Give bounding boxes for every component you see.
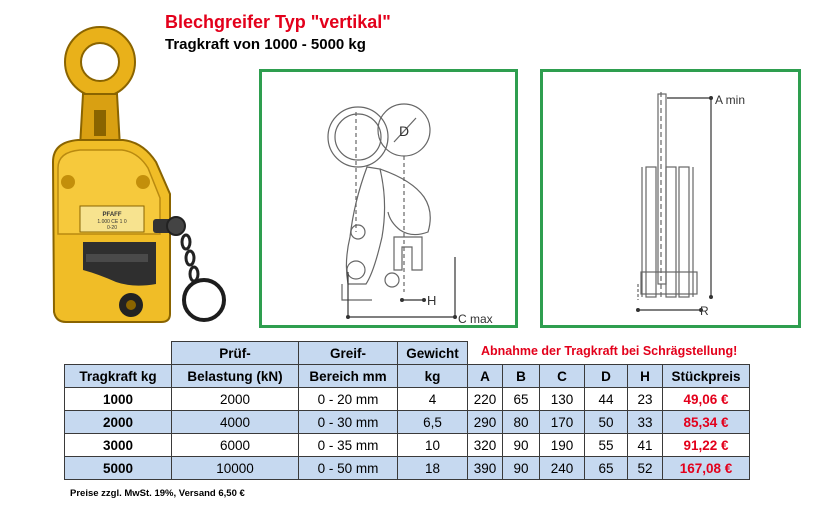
header-blank [65, 342, 172, 365]
header-c: C [540, 365, 585, 388]
table-row [65, 388, 750, 411]
cell-b: 90 [503, 457, 540, 480]
dim-dot-a-top [709, 96, 713, 100]
cell-gewicht: 6,5 [398, 411, 468, 434]
cell-a: 390 [468, 457, 503, 480]
cell-preis: 167,08 € [663, 457, 750, 480]
cell-c: 190 [540, 434, 585, 457]
cell-d: 55 [585, 434, 628, 457]
cell-greif: 0 - 50 mm [299, 457, 398, 480]
cell-a: 320 [468, 434, 503, 457]
cell-h: 52 [628, 457, 663, 480]
header-a: A [468, 365, 503, 388]
table-row [65, 457, 750, 480]
cell-greif: 0 - 30 mm [299, 411, 398, 434]
front-view-drawing-panel [259, 69, 518, 328]
cell-tragkraft: 1000 [65, 388, 172, 411]
dim-label-c-max: C max [458, 312, 493, 325]
cell-preis: 49,06 € [663, 388, 750, 411]
header-pruef-line2: Belastung (kN) [172, 365, 299, 388]
cell-tragkraft: 2000 [65, 411, 172, 434]
dim-dot-a-bottom [709, 295, 713, 299]
cell-b: 80 [503, 411, 540, 434]
header-stueckpreis: Stückpreis [663, 365, 750, 388]
cell-gewicht: 10 [398, 434, 468, 457]
cell-tragkraft: 3000 [65, 434, 172, 457]
cell-gewicht: 18 [398, 457, 468, 480]
header-d: D [585, 365, 628, 388]
header-blank-right [468, 342, 750, 365]
table-header-row-1 [65, 342, 750, 365]
product-photo [28, 22, 228, 332]
dim-dot-c-right [453, 315, 457, 319]
header-greif-line2: Bereich mm [299, 365, 398, 388]
cell-b: 90 [503, 434, 540, 457]
cell-tragkraft: 5000 [65, 457, 172, 480]
cell-d: 65 [585, 457, 628, 480]
dim-dot-h-left [400, 298, 404, 302]
header-h: H [628, 365, 663, 388]
photo-label-line1: 1.000 CE 1 0 [97, 219, 127, 225]
dim-label-h: H [427, 293, 437, 308]
cell-pruef: 2000 [172, 388, 299, 411]
header-greif-line1: Greif- [299, 342, 398, 365]
product-subtitle: Tragkraft von 1000 - 5000 kg [165, 36, 366, 53]
dim-dot-c-left [346, 315, 350, 319]
cell-a: 290 [468, 411, 503, 434]
dim-label-r: R [700, 304, 709, 318]
photo-label-line2: 0-20 [106, 225, 118, 231]
price-footnote: Preise zzgl. MwSt. 19%, Versand 6,50 € [70, 488, 245, 499]
side-view-drawing-panel [540, 69, 801, 328]
header-gewicht-line2: kg [398, 365, 468, 388]
cell-preis: 91,22 € [663, 434, 750, 457]
side-view-drawing [543, 72, 798, 325]
header-tragkraft: Tragkraft kg [65, 365, 172, 388]
cell-d: 50 [585, 411, 628, 434]
cell-c: 240 [540, 457, 585, 480]
cell-c: 130 [540, 388, 585, 411]
cell-h: 41 [628, 434, 663, 457]
header-b: B [503, 365, 540, 388]
cell-greif: 0 - 35 mm [299, 434, 398, 457]
cell-greif: 0 - 20 mm [299, 388, 398, 411]
dim-label-a-min: A min [715, 93, 746, 107]
dim-label-d: D [399, 123, 410, 139]
load-reduction-note: Abnahme der Tragkraft bei Schrägstellung! [481, 344, 738, 358]
table-header-row-2 [65, 365, 750, 388]
cell-pruef: 4000 [172, 411, 299, 434]
front-view-drawing [262, 72, 515, 325]
photo-brand: PFAFF [102, 212, 122, 218]
cell-h: 33 [628, 411, 663, 434]
dim-dot-r-left [636, 308, 640, 312]
table-row [65, 434, 750, 457]
cell-c: 170 [540, 411, 585, 434]
cell-pruef: 6000 [172, 434, 299, 457]
dim-dot-h-right [422, 298, 426, 302]
cell-gewicht: 4 [398, 388, 468, 411]
table-row [65, 411, 750, 434]
cell-d: 44 [585, 388, 628, 411]
product-title: Blechgreifer Typ "vertikal" [165, 12, 391, 32]
header-gewicht-line1: Gewicht [398, 342, 468, 365]
cell-h: 23 [628, 388, 663, 411]
price-table [64, 341, 750, 480]
cell-pruef: 10000 [172, 457, 299, 480]
header-pruef-line1: Prüf- [172, 342, 299, 365]
cell-a: 220 [468, 388, 503, 411]
cell-b: 65 [503, 388, 540, 411]
cell-preis: 85,34 € [663, 411, 750, 434]
